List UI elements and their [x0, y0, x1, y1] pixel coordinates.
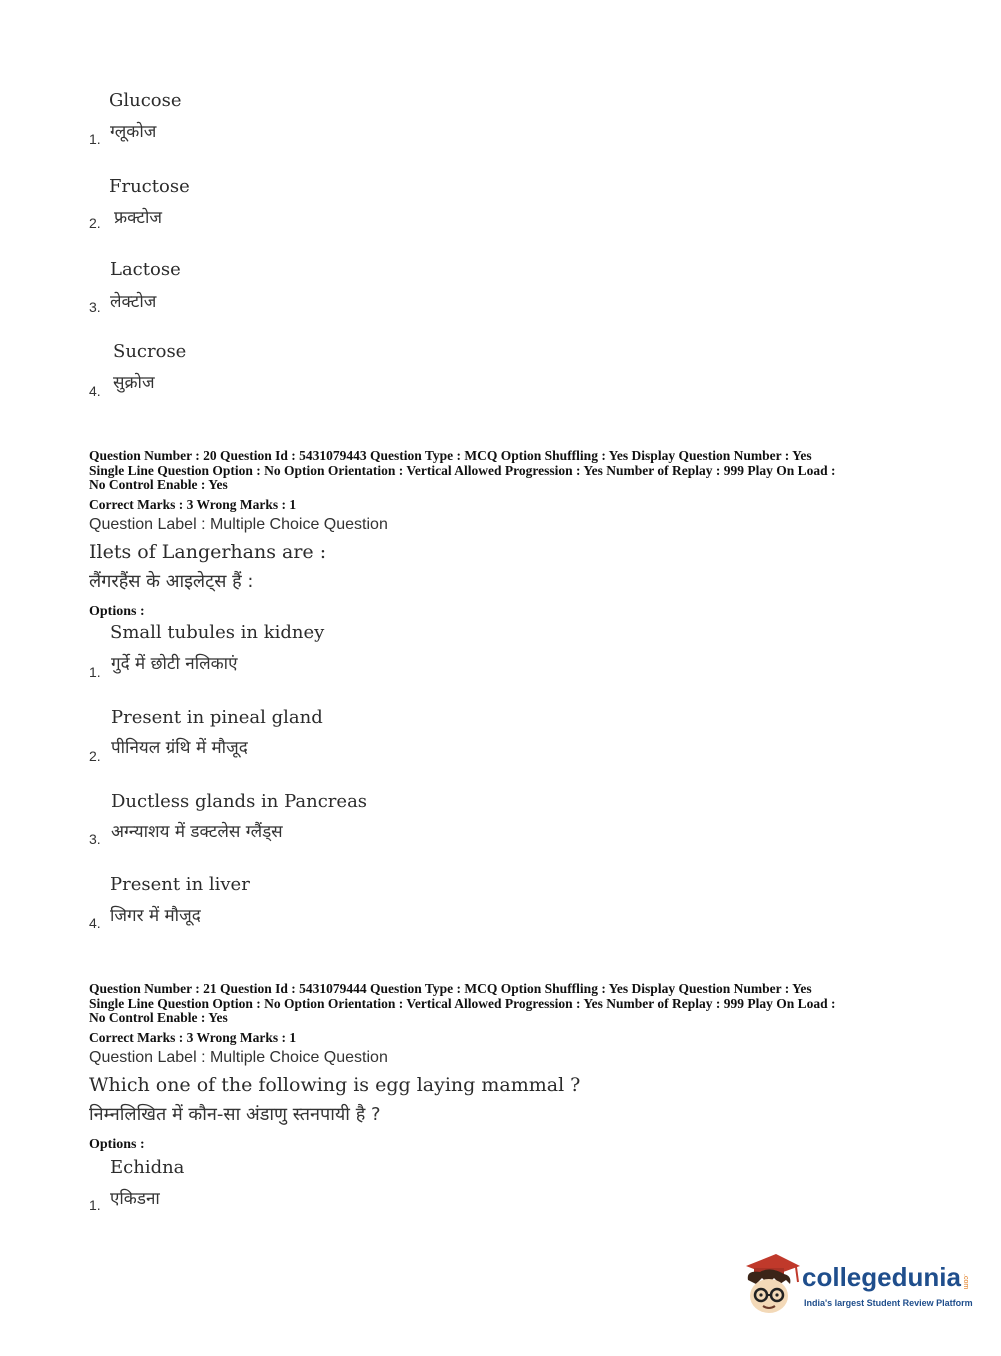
q19-option-1-en: Glucose	[109, 90, 182, 111]
q21-meta-line-1: Question Number : 21 Question Id : 5431079444 Question Type : MCQ Option Shuffling : Yes Display Question Number : Yes	[89, 981, 812, 996]
q20-option-3-number: 3.	[89, 831, 101, 847]
q21-option-1-hi: एकिडना	[110, 1189, 160, 1209]
q20-option-3-en: Ductless glands in Pancreas	[111, 791, 368, 812]
logo-wordmark: collegedunia	[802, 1262, 961, 1292]
collegedunia-logo	[740, 1250, 973, 1320]
logo-dotcom: .com	[962, 1274, 969, 1290]
q21-meta	[89, 982, 836, 1026]
q20-option-1-hi: गुर्दे में छोटी नलिकाएं	[111, 654, 238, 674]
q19-option-3-number: 3.	[89, 299, 101, 315]
q20-meta-line-3: No Control Enable : Yes	[89, 477, 228, 492]
q21-question-en: Which one of the following is egg laying mammal ?	[89, 1074, 581, 1096]
q20-meta-line-2: Single Line Question Option : No Option Orientation : Vertical Allowed Progression : Yes Number of Replay : 999 Play On Load :	[89, 462, 836, 478]
q21-meta-line-3: No Control Enable : Yes	[89, 1010, 228, 1025]
q19-option-1-number: 1.	[89, 131, 101, 147]
q20-question-hi: लैंगरहैंस के आइलेट्स हैं :	[89, 571, 254, 592]
q21-question-hi: निम्नलिखित में कौन-सा अंडाणु स्तनपायी है ?	[89, 1104, 381, 1125]
q21-option-1-number: 1.	[89, 1197, 101, 1213]
q20-question-en: Ilets of Langerhans are :	[89, 541, 327, 563]
q19-option-2-hi: फ्रक्टोज	[114, 208, 162, 228]
q20-meta-line-1: Question Number : 20 Question Id : 5431079443 Question Type : MCQ Option Shuffling : Yes Display Question Number : Yes	[89, 448, 812, 463]
q19-option-3-en: Lactose	[110, 259, 181, 280]
q21-meta-line-2: Single Line Question Option : No Option Orientation : Vertical Allowed Progression : Yes Number of Replay : 999 Play On Load :	[89, 995, 836, 1011]
q20-option-3-hi: अग्न्याशय में डक्टलेस ग्लैंड्स	[111, 822, 283, 842]
q20-option-1-number: 1.	[89, 664, 101, 680]
q20-option-4-hi: जिगर में मौजूद	[110, 906, 201, 926]
q19-option-4-en: Sucrose	[113, 341, 187, 362]
q20-option-1-en: Small tubules in kidney	[110, 622, 325, 643]
q21-marks: Correct Marks : 3 Wrong Marks : 1	[89, 1030, 297, 1045]
q20-meta	[89, 449, 836, 493]
q19-option-4-number: 4.	[89, 383, 101, 399]
q20-option-4-number: 4.	[89, 915, 101, 931]
q21-options-heading: Options :	[89, 1137, 145, 1152]
q19-option-2-en: Fructose	[109, 176, 190, 197]
q19-option-4-hi: सुक्रोज	[113, 373, 155, 393]
q20-option-4-en: Present in liver	[110, 874, 250, 895]
q20-option-2-hi: पीनियल ग्रंथि में मौजूद	[111, 738, 248, 758]
q20-option-2-number: 2.	[89, 748, 101, 764]
q21-option-1-en: Echidna	[110, 1157, 185, 1178]
q20-question-label: Question Label : Multiple Choice Question	[89, 516, 388, 533]
q19-option-2-number: 2.	[89, 215, 101, 231]
q19-option-3-hi: लेक्टोज	[110, 292, 157, 312]
q20-option-2-en: Present in pineal gland	[111, 707, 323, 728]
q19-option-1-hi: ग्लूकोज	[110, 122, 157, 142]
q21-question-label: Question Label : Multiple Choice Question	[89, 1049, 388, 1066]
logo-tagline: India's largest Student Review Platform	[804, 1298, 973, 1308]
q20-marks: Correct Marks : 3 Wrong Marks : 1	[89, 497, 297, 512]
mascot-icon	[740, 1250, 802, 1316]
q20-options-heading: Options :	[89, 604, 145, 619]
